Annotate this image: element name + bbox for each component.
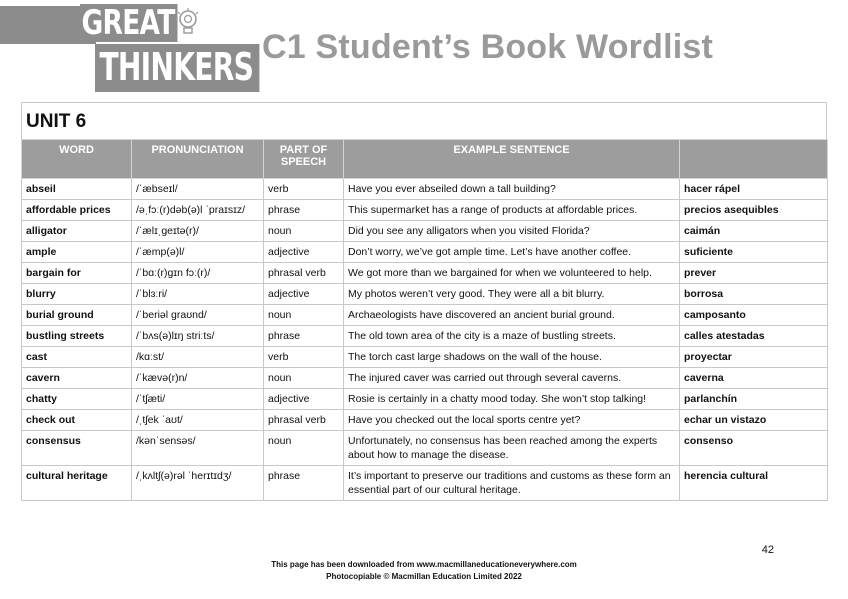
part-of-speech-cell: phrase <box>264 326 344 347</box>
pronunciation-cell: /ˈbɑː(r)gɪn fɔː(r)/ <box>132 263 264 284</box>
part-of-speech-cell: phrase <box>264 200 344 221</box>
translation-cell: calles atestadas <box>680 326 828 347</box>
example-cell: The torch cast large shadows on the wall of the house. <box>344 347 680 368</box>
table-row <box>22 410 828 431</box>
table-row <box>22 326 828 347</box>
example-cell: Archaeologists have discovered an ancient burial ground. <box>344 305 680 326</box>
example-cell: Don’t worry, we’ve got ample time. Let’s have another coffee. <box>344 242 680 263</box>
example-cell: Rosie is certainly in a chatty mood today. She won’t stop talking! <box>344 389 680 410</box>
part-of-speech-cell: verb <box>264 347 344 368</box>
example-cell: We got more than we bargained for when we volunteered to help. <box>344 263 680 284</box>
example-cell: My photos weren’t very good. They were all a bit blurry. <box>344 284 680 305</box>
table-row <box>22 179 828 200</box>
word-cell: blurry <box>22 284 132 305</box>
wordlist-table-container <box>21 102 827 501</box>
pronunciation-cell: /kɑːst/ <box>132 347 264 368</box>
word-cell: cavern <box>22 368 132 389</box>
logo-line1: GREAT <box>80 4 178 42</box>
pronunciation-cell: /ˈberiəl graʊnd/ <box>132 305 264 326</box>
part-of-speech-cell: phrasal verb <box>264 263 344 284</box>
pronunciation-cell: /ˌkʌltʃ(ə)rəl ˈherɪtɪdʒ/ <box>132 466 264 501</box>
table-row <box>22 431 828 466</box>
word-cell: check out <box>22 410 132 431</box>
translation-cell: consenso <box>680 431 828 466</box>
table-row <box>22 389 828 410</box>
column-header-pronunciation: PRONUNCIATION <box>132 140 264 179</box>
word-cell: bustling streets <box>22 326 132 347</box>
table-row <box>22 305 828 326</box>
word-cell: cast <box>22 347 132 368</box>
pronunciation-cell: /ˈæmp(ə)l/ <box>132 242 264 263</box>
translation-cell: prever <box>680 263 828 284</box>
table-row <box>22 242 828 263</box>
example-cell: Unfortunately, no consensus has been reached among the experts about how to manage the disease. <box>344 431 680 466</box>
word-cell: alligator <box>22 221 132 242</box>
part-of-speech-cell: adjective <box>264 284 344 305</box>
part-of-speech-cell: noun <box>264 431 344 466</box>
translation-cell: herencia cultural <box>680 466 828 501</box>
pronunciation-cell: /ˈbʌs(ə)lɪŋ striːts/ <box>132 326 264 347</box>
wordlist-table <box>21 139 828 501</box>
example-cell: The old town area of the city is a maze of bustling streets. <box>344 326 680 347</box>
example-cell: Did you see any alligators when you visited Florida? <box>344 221 680 242</box>
table-row <box>22 284 828 305</box>
page-number: 42 <box>761 544 774 556</box>
translation-cell: caimán <box>680 221 828 242</box>
translation-cell: parlanchín <box>680 389 828 410</box>
translation-cell: hacer rápel <box>680 179 828 200</box>
part-of-speech-cell: adjective <box>264 242 344 263</box>
word-cell: consensus <box>22 431 132 466</box>
pronunciation-cell: /ˈælɪˌgeɪtə(r)/ <box>132 221 264 242</box>
translation-cell: precios asequibles <box>680 200 828 221</box>
part-of-speech-cell: noun <box>264 305 344 326</box>
table-row <box>22 347 828 368</box>
part-of-speech-cell: phrase <box>264 466 344 501</box>
table-row <box>22 200 828 221</box>
column-header-translation <box>680 140 828 179</box>
word-cell: cultural heritage <box>22 466 132 501</box>
part-of-speech-cell: verb <box>264 179 344 200</box>
column-header-part-of-speech: PART OF SPEECH <box>264 140 344 179</box>
translation-cell: echar un vistazo <box>680 410 828 431</box>
example-cell: The injured caver was carried out through several caverns. <box>344 368 680 389</box>
table-row <box>22 263 828 284</box>
example-cell: Have you ever abseiled down a tall building? <box>344 179 680 200</box>
table-row <box>22 466 828 501</box>
pronunciation-cell: /ˈblɜːri/ <box>132 284 264 305</box>
footer-copyright: Photocopiable © Macmillan Education Limited 2022 <box>326 572 522 581</box>
pronunciation-cell: /ˈtʃæti/ <box>132 389 264 410</box>
pronunciation-cell: /əˌfɔː(r)dəb(ə)l ˈpraɪsɪz/ <box>132 200 264 221</box>
word-cell: bargain for <box>22 263 132 284</box>
word-cell: affordable prices <box>22 200 132 221</box>
pronunciation-cell: /ˈkævə(r)n/ <box>132 368 264 389</box>
logo-line2: THINKERS <box>95 44 259 92</box>
part-of-speech-cell: noun <box>264 221 344 242</box>
example-cell: It’s important to preserve our traditions and customs as these form an essential part of our cultural heritage. <box>344 466 680 501</box>
part-of-speech-cell: noun <box>264 368 344 389</box>
table-header-row <box>22 140 828 179</box>
word-cell: burial ground <box>22 305 132 326</box>
translation-cell: suficiente <box>680 242 828 263</box>
word-cell: chatty <box>22 389 132 410</box>
example-cell: This supermarket has a range of products at affordable prices. <box>344 200 680 221</box>
example-cell: Have you checked out the local sports centre yet? <box>344 410 680 431</box>
part-of-speech-cell: phrasal verb <box>264 410 344 431</box>
pronunciation-cell: /ˈæbseɪl/ <box>132 179 264 200</box>
pronunciation-cell: /kənˈsensəs/ <box>132 431 264 466</box>
word-cell: ample <box>22 242 132 263</box>
translation-cell: camposanto <box>680 305 828 326</box>
pronunciation-cell: /ˌtʃek ˈaʊt/ <box>132 410 264 431</box>
page-title: C1 Student’s Book Wordlist <box>262 28 714 66</box>
part-of-speech-cell: adjective <box>264 389 344 410</box>
translation-cell: borrosa <box>680 284 828 305</box>
lightbulb-icon <box>176 8 200 38</box>
column-header-example-sentence: EXAMPLE SENTENCE <box>344 140 680 179</box>
word-cell: abseil <box>22 179 132 200</box>
table-row <box>22 368 828 389</box>
unit-title: UNIT 6 <box>21 102 827 139</box>
column-header-word: WORD <box>22 140 132 179</box>
translation-cell: proyectar <box>680 347 828 368</box>
table-row <box>22 221 828 242</box>
footer-download-note: This page has been downloaded from www.macmillaneducationeverywhere.com <box>271 560 577 569</box>
translation-cell: caverna <box>680 368 828 389</box>
